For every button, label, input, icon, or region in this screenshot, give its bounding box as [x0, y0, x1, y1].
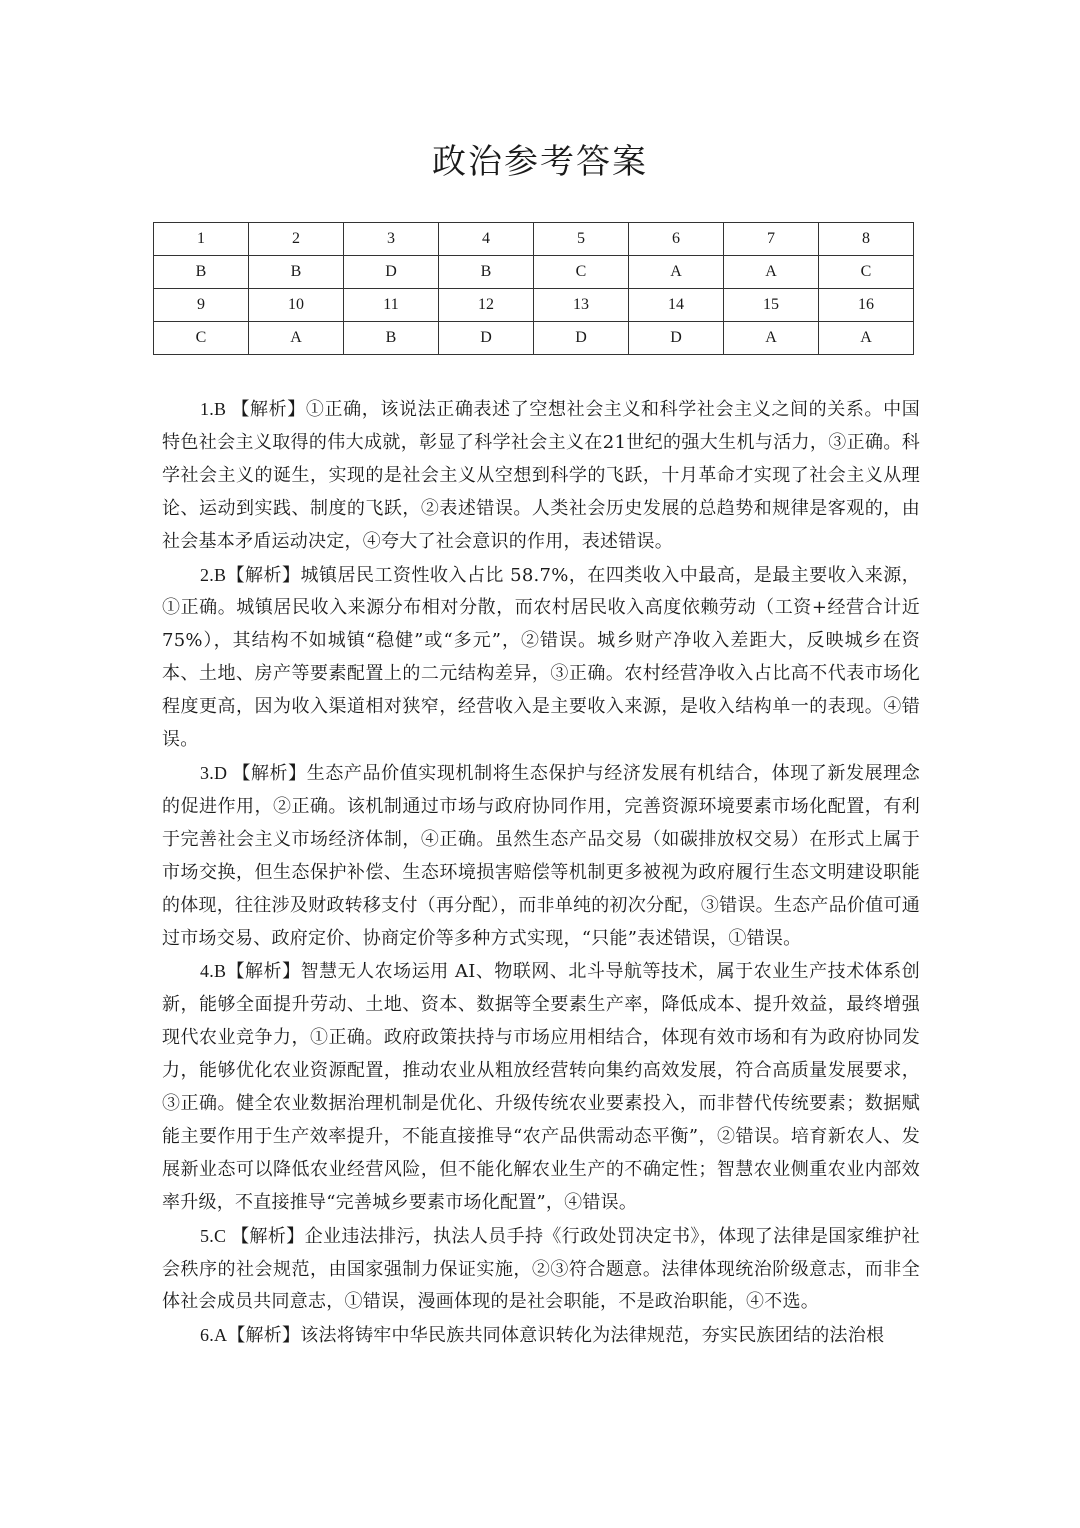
explanation-paragraph — [162, 1319, 920, 1353]
explanation-prefix: 2.B【解析】 — [200, 564, 301, 585]
explanation-prefix: 3.D 【解析】 — [200, 762, 307, 783]
explanation-text: 城镇居民工资性收入占比 58.7%，在四类收入中最高，是最主要收入来源，①正确。城镇居民收入来源分布相对分散，而农村居民收入高度依赖劳动（工资+经营合计近75%），其结构不如城镇“稳健”或“多元”，②错误。城乡财产净收入差距大，反映城乡在资本、土地、房产等要素配置上的二元结构差异，③正确。农村经营净收入占比高不代表市场化程度更高，因为收入渠道相对狭窄，经营收入是主要收入来源，是收入结构单一的表现。④错误。 — [162, 564, 920, 751]
explanation-paragraph — [162, 559, 920, 757]
answer-cell: A — [724, 322, 819, 355]
explanation-prefix: 6.A【解析】 — [200, 1325, 301, 1346]
question-number-cell: 3 — [344, 223, 439, 256]
answer-cell: A — [724, 256, 819, 289]
question-number-cell: 8 — [819, 223, 914, 256]
explanation-prefix: 1.B 【解析】 — [200, 399, 306, 419]
answer-cell: B — [344, 322, 439, 355]
question-number-cell: 13 — [534, 289, 629, 322]
page-title: 政治参考答案 — [432, 142, 648, 182]
answer-cell: C — [819, 256, 914, 289]
question-number-cell: 15 — [724, 289, 819, 322]
answer-cell: C — [154, 322, 249, 355]
question-number-cell: 12 — [439, 289, 534, 322]
answer-cell: D — [439, 322, 534, 355]
explanation-text: 生态产品价值实现机制将生态保护与经济发展有机结合，体现了新发展理念的促进作用，②正确。该机制通过市场与政府协同作用，完善资源环境要素市场化配置，有利于完善社会主义市场经济体制，④正确。虽然生态产品交易（如碳排放权交易）在形式上属于市场交换，但生态保护补偿、生态环境损害赔偿等机制更多被视为政府履行生态文明建设职能的体现，往往涉及财政转移支付（再分配），而非单纯的初次分配，③错误。生态产品价值可通过市场交易、政府定价、协商定价等多种方式实现，“只能”表述错误，①错误。 — [162, 762, 921, 949]
question-number-cell: 16 — [819, 289, 914, 322]
question-number-cell: 1 — [154, 223, 249, 256]
explanation-text: ①正确，该说法正确表述了空想社会主义和科学社会主义之间的关系。中国特色社会主义取得的伟大成就，彰显了科学社会主义在21世纪的强大生机与活力，③正确。科学社会主义的诞生，实现的是社会主义从空想到科学的飞跃，十月革命才实现了社会主义从理论、运动到实践、制度的飞跃，②表述错误。人类社会历史发展的总趋势和规律是客观的，由社会基本矛盾运动决定，④夸大了社会意识的作用，表述错误。 — [162, 399, 920, 552]
answer-cell: A — [629, 256, 724, 289]
explanation-paragraph — [162, 955, 920, 1219]
explanation-text: 智慧无人农场运用 AI、物联网、北斗导航等技术，属于农业生产技术体系创新，能够全面提升劳动、土地、资本、数据等全要素生产率，降低成本、提升效益，最终增强现代农业竞争力，①正确。政府政策扶持与市场应用相结合，体现有效市场和有为政府协同发力，能够优化农业资源配置，推动农业从粗放经营转向集约高效发展，符合高质量发展要求，③正确。健全农业数据治理机制是优化、升级传统农业要素投入，而非替代传统要素；数据赋能主要作用于生产效率提升，不能直接推导“农产品供需动态平衡”，②错误。培育新农人、发展新业态可以降低农业经营风险，但不能化解农业生产的不确定性；智慧农业侧重农业内部效率升级，不直接推导“完善城乡要素市场化配置”，④错误。 — [162, 961, 920, 1213]
question-number-cell: 2 — [249, 223, 344, 256]
question-number-cell: 10 — [249, 289, 344, 322]
answer-cell: B — [249, 256, 344, 289]
explanation-prefix: 5.C 【解析】 — [200, 1225, 305, 1246]
question-number-cell: 14 — [629, 289, 724, 322]
table-row — [154, 322, 914, 355]
table-row — [154, 289, 914, 322]
explanations — [162, 393, 920, 1353]
question-number-cell: 6 — [629, 223, 724, 256]
question-number-cell: 7 — [724, 223, 819, 256]
explanation-paragraph — [162, 757, 920, 955]
explanation-paragraph — [162, 1220, 920, 1320]
explanation-prefix: 4.B【解析】 — [200, 961, 301, 982]
answer-cell: D — [534, 322, 629, 355]
explanation-paragraph — [162, 393, 920, 559]
answer-cell: A — [819, 322, 914, 355]
answer-cell: C — [534, 256, 629, 289]
table-row — [154, 223, 914, 256]
answer-cell: B — [439, 256, 534, 289]
answer-cell: A — [249, 322, 344, 355]
answer-cell: B — [154, 256, 249, 289]
explanation-text: 该法将铸牢中华民族共同体意识转化为法律规范，夯实民族团结的法治根 — [300, 1325, 885, 1347]
answer-table — [153, 222, 914, 355]
question-number-cell: 5 — [534, 223, 629, 256]
question-number-cell: 4 — [439, 223, 534, 256]
question-number-cell: 11 — [344, 289, 439, 322]
answer-cell: D — [344, 256, 439, 289]
answer-cell: D — [629, 322, 724, 355]
question-number-cell: 9 — [154, 289, 249, 322]
table-row — [154, 256, 914, 289]
explanation-text: 企业违法排污，执法人员手持《行政处罚决定书》，体现了法律是国家维护社会秩序的社会规范，由国家强制力保证实施，②③符合题意。法律体现统治阶级意志，而非全体社会成员共同意志，①错误，漫画体现的是社会职能，不是政治职能，④不选。 — [162, 1225, 921, 1313]
